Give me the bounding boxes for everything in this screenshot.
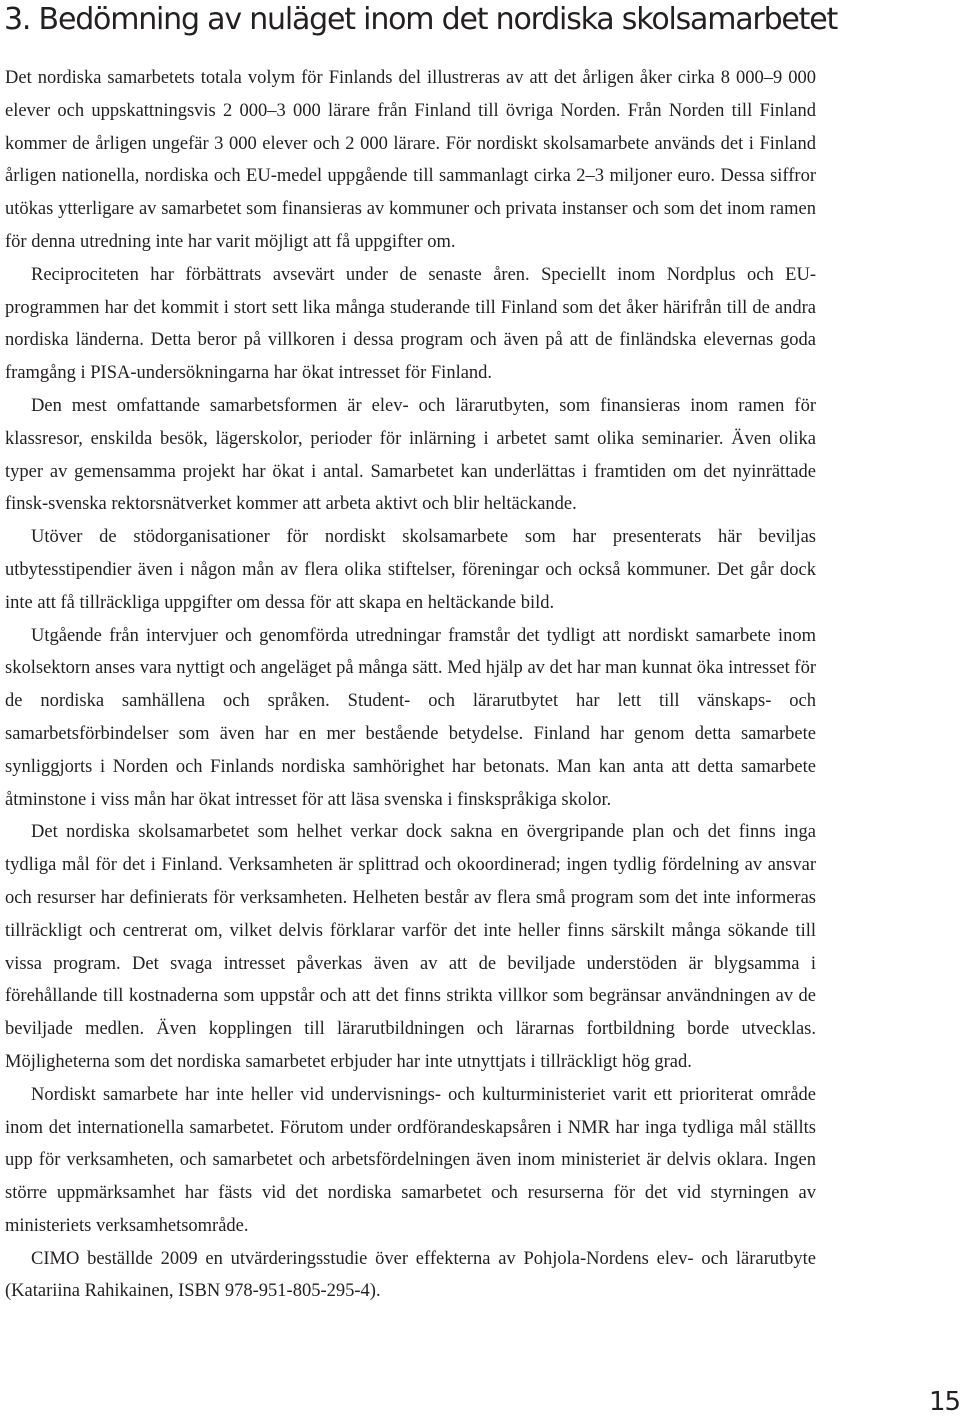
body-text — [5, 62, 816, 1308]
paragraph-6: Det nordiska skolsamarbetet som helhet verkar dock sakna en övergripande plan och det finns inga tydliga mål för det i Finland. Verksamheten är splittrad och okoordinerad; ingen tydlig fördelning av ansvar och resurser har definierats för verksamheten. Helheten består av flera små program som det inte informeras tillräckligt och centrerat om, vilket delvis förklarar varför det inte heller finns särskilt många sökande till vissa program. Det svaga intresset påverkas även av att de beviljade understöden är blygsamma i förehållande till kostnaderna som uppstår och att det finns strikta villkor som begränsar användningen av de beviljade medlen. Även kopplingen till lärarutbildningen och lärarnas fortbildning borde utvecklas. Möjligheterna som det nordiska samarbetet erbjuder har inte utnyttjats i tillräckligt hög grad. — [5, 822, 816, 1072]
paragraph-7: Nordiskt samarbete har inte heller vid undervisnings- och kulturministeriet varit ett prioriterat område inom det internationella samarbetet. Förutom under ordförandeskapsåren i NMR har inga tydliga mål ställts upp för verksamheten, och samarbetet och arbetsfördelningen även inom ministeriet är delvis oklara. Ingen större uppmärksamhet har fästs vid det nordiska samarbetet och resurserna för det vid styrningen av ministeriets verksamhetsområde. — [5, 1084, 816, 1236]
paragraph-1: Det nordiska samarbetets totala volym för Finlands del illustreras av att det årligen åker cirka 8 000–9 000 elever och uppskattningsvis 2 000–3 000 lärare från Finland till övriga Norden. Från Norden till Finland kommer de årligen ungefär 3 000 elever och 2 000 lärare. För nordiskt skolsamarbete används det i Finland årligen nationella, nordiska och EU-medel uppgående till sammanlagt cirka 2–3 miljoner euro. Dessa siffror utökas ytterligare av samarbetet som finansieras av kommuner och privata instanser och som det inom ramen för denna utredning inte har varit möjligt att få uppgifter om. — [5, 68, 816, 252]
page-number: 15 — [929, 1387, 960, 1417]
paragraph-2: Reciprociteten har förbättrats avsevärt under de senaste åren. Speciellt inom Nordplus och EU-programmen har det kommit i stort sett lika många studerande till Finland som det åker härifrån till de andra nordiska länderna. Detta beror på villkoren i dessa program och även på att de finländska elevernas goda framgång i PISA-undersökningarna har ökat intresset för Finland. — [5, 264, 816, 384]
paragraph-8: CIMO beställde 2009 en utvärderingsstudie över effekterna av Pohjola-Nordens elev- och lärarutbyte (Katariina Rahikainen, ISBN 978-951-805-295-4). — [5, 1248, 816, 1302]
paragraph-3: Den mest omfattande samarbetsformen är elev- och lärarutbyten, som finansieras inom ramen för klassresor, enskilda besök, lägerskolor, perioder för inlärning i arbetet samt olika seminarier. Även olika typer av gemensamma projekt har ökat i antal. Samarbetet kan underlättas i framtiden om det nyinrättade finsk-svenska rektorsnätverket kommer att arbeta aktivt och blir heltäckande. — [5, 395, 816, 515]
paragraph-4: Utöver de stödorganisationer för nordiskt skolsamarbete som har presenterats här beviljas utbytesstipendier även i någon mån av flera olika stiftelser, föreningar och också kommuner. Det går dock inte att få tillräckliga uppgifter om dessa för att skapa en heltäckande bild. — [5, 527, 816, 613]
paragraph-5: Utgående från intervjuer och genomförda utredningar framstår det tydligt att nordiskt samarbete inom skolsektorn anses vara nyttigt och angeläget på många sätt. Med hjälp av det har man kunnat öka intresset för de nordiska samhällena och språken. Student- och lärarutbytet har lett till vänskaps- och samarbetsförbindelser som även har en mer bestående betydelse. Finland har genom detta samarbete synliggjorts i Norden och Finlands nordiska samhörighet har betonats. Man kan anta att detta samarbete åtminstone i viss mån har ökat intresset för att läsa svenska i finskspråkiga skolor. — [5, 625, 816, 810]
section-heading: 3. Bedömning av nuläget inom det nordiska skolsamarbetet — [4, 2, 838, 37]
